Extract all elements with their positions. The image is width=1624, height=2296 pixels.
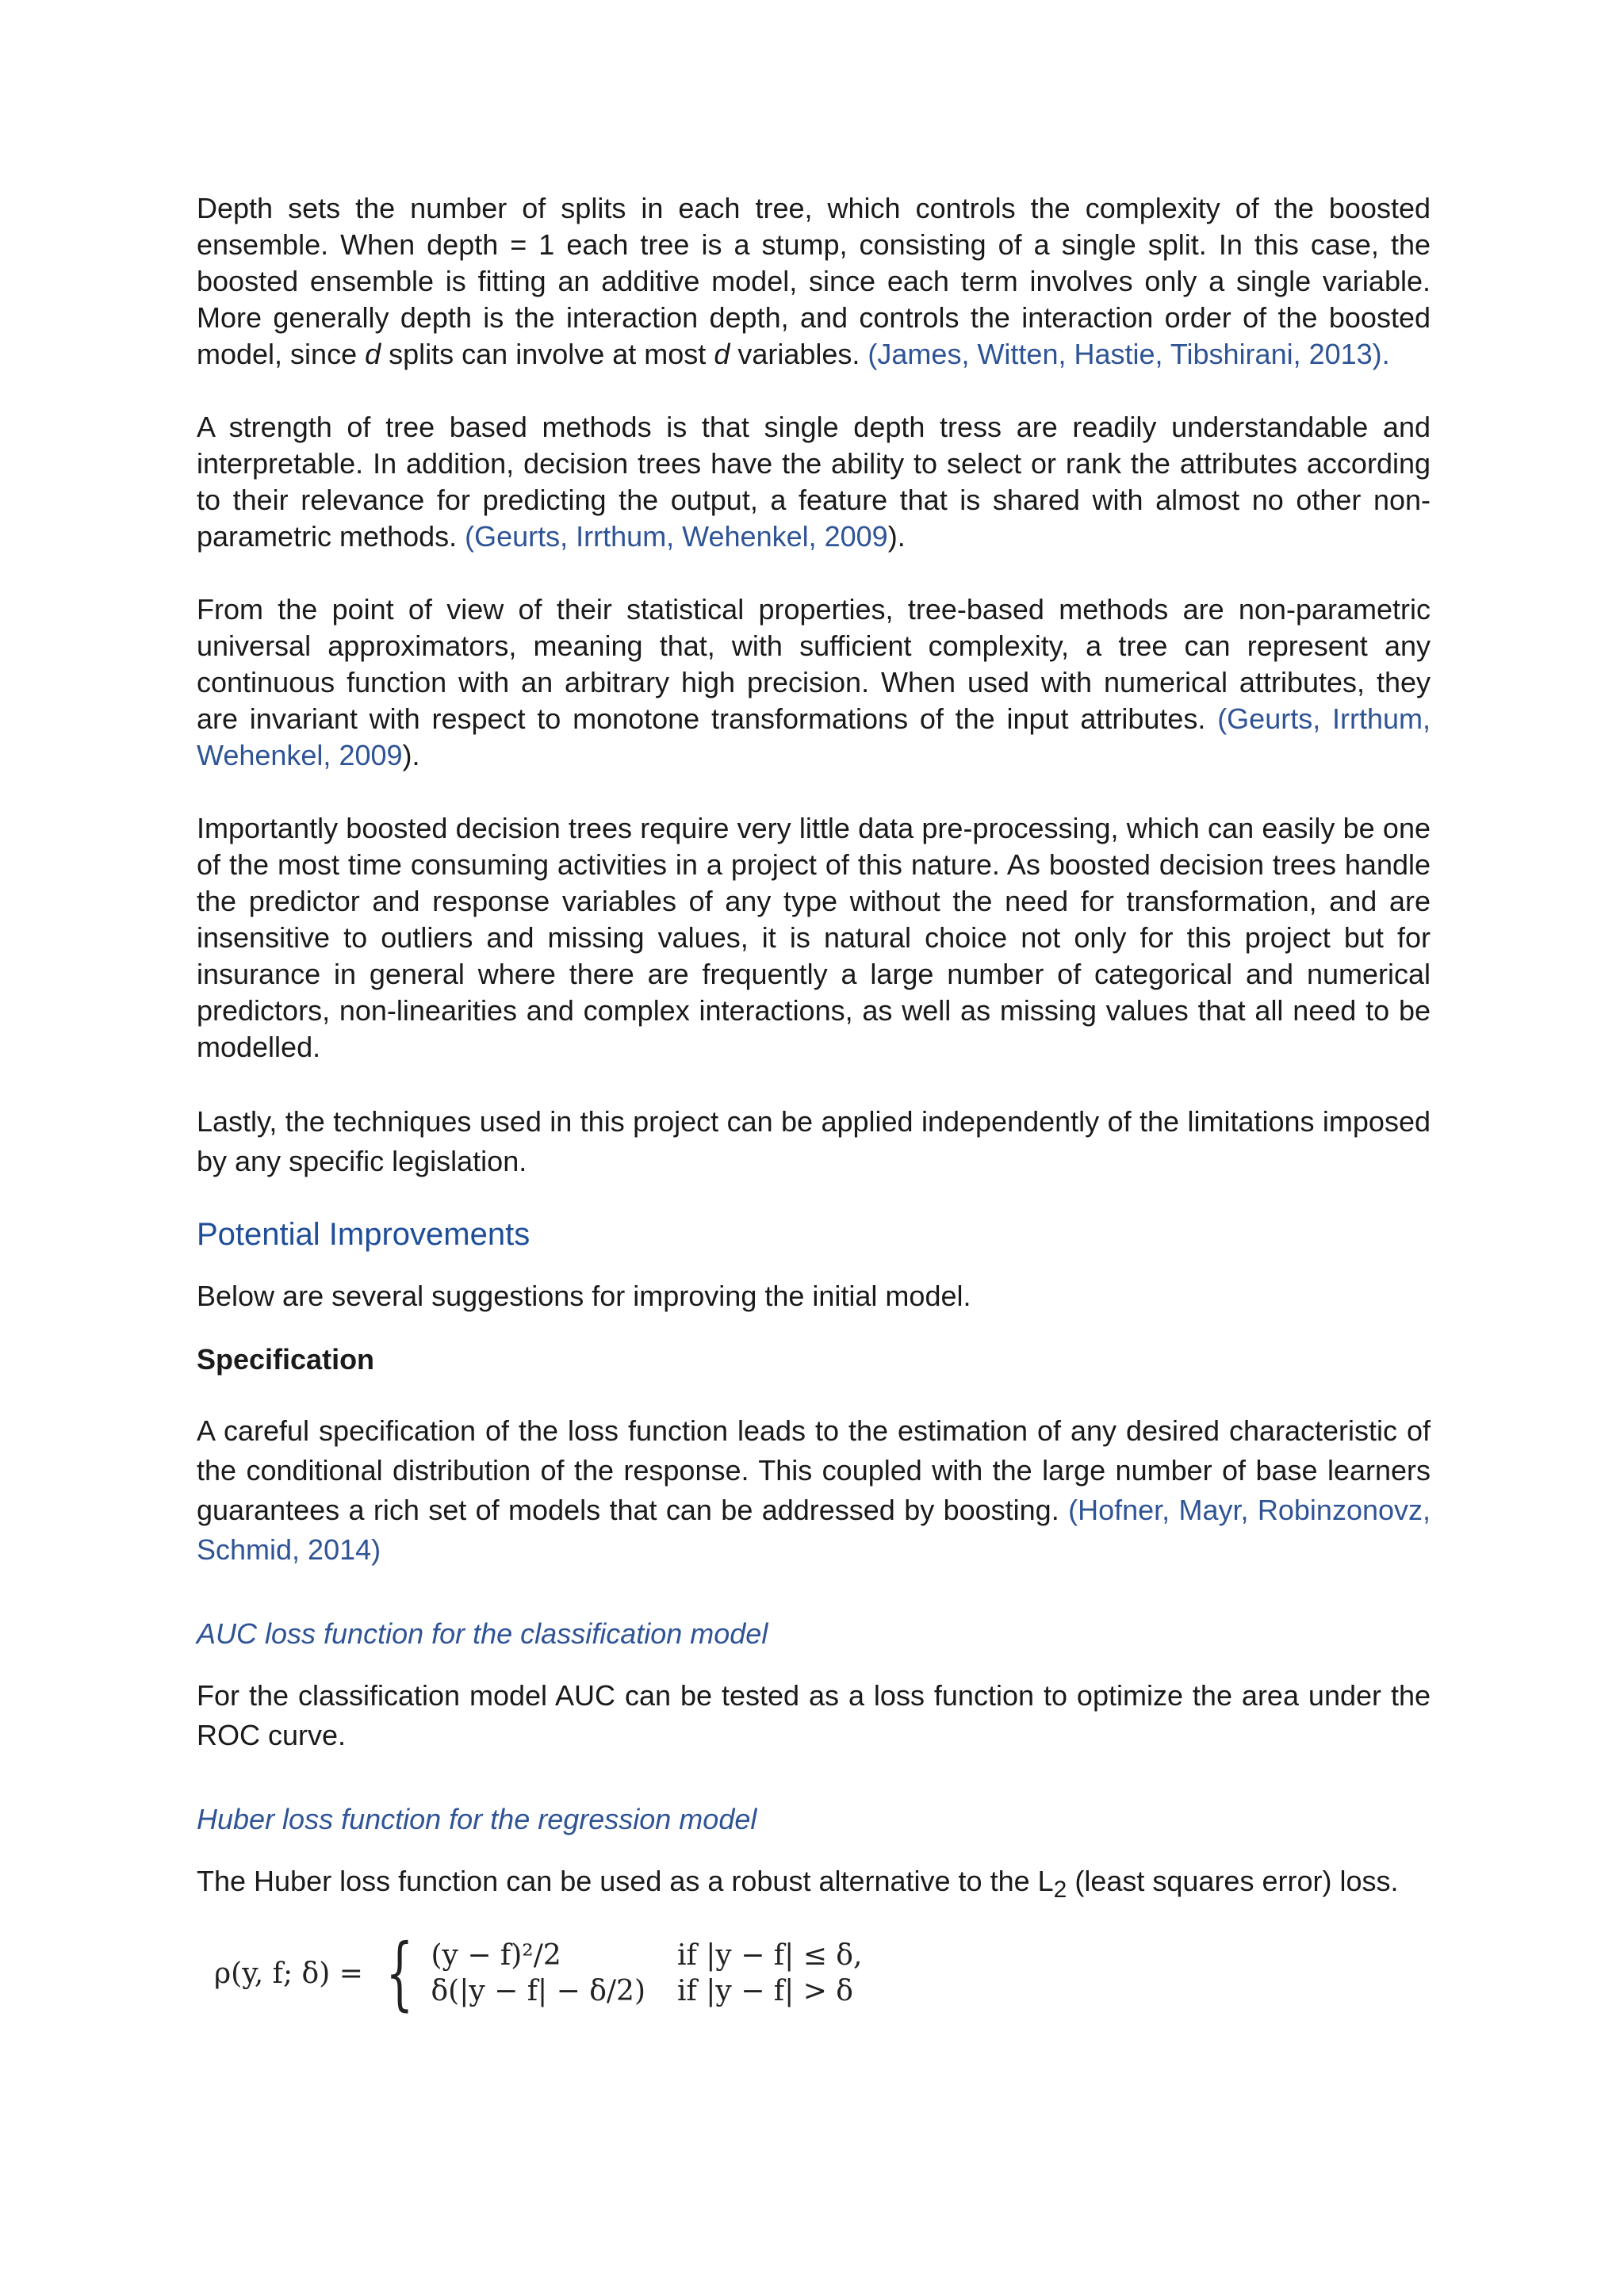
huber-formula bbox=[214, 1927, 1431, 2020]
paragraph-text: Depth sets the number of splits in each tree, which controls the complexity of the boosted ensemble. When depth = 1 each tree is a stump, consisting of a single split. In this case, the boosted ensemble is fitting an additive model, since each term involves only a single variable. More generally depth is the interaction depth, and controls the interaction order of the boosted model, since bbox=[197, 192, 1431, 370]
paragraph-depth bbox=[197, 190, 1431, 373]
citation-link[interactable]: (James, Witten, Hastie, Tibshirani, 2013). bbox=[868, 338, 1390, 370]
formula-case1-cond: if |y − f| ≤ δ, bbox=[677, 1939, 863, 1973]
citation-link[interactable]: (Hofner, Mayr, Robinzonovz, Schmid, 2014) bbox=[197, 1494, 1431, 1566]
subheading-huber: Huber loss function for the regression model bbox=[197, 1803, 757, 1835]
paragraph-statistical bbox=[197, 591, 1431, 774]
paragraph-preprocessing: Importantly boosted decision trees require very little data pre-processing, which can easily be one of the most time consuming activities in a project of this nature. As boosted decision trees handle the predictor and response variables of any type without the need for transformation, and are insensitive to outliers and missing values, it is natural choice not only for this project but for insurance in general where there are frequently a large number of categorical and numerical predictors, non-linearities and complex interactions, as well as missing values that all need to be modelled. bbox=[197, 812, 1431, 1063]
paragraph-text: The Huber loss function can be used as a robust alternative to the L bbox=[197, 1865, 1054, 1897]
formula-lhs: ρ(y, f; δ) = bbox=[214, 1957, 363, 1990]
paragraph-lastly: Lastly, the techniques used in this project can be applied independently of the limitations imposed by any specific legislation. bbox=[197, 1105, 1431, 1177]
paragraph-huber bbox=[197, 1862, 1431, 1910]
subheading-specification: Specification bbox=[197, 1343, 375, 1376]
paragraph-auc: For the classification model AUC can be tested as a loss function to optimize the area under the ROC curve. bbox=[197, 1679, 1431, 1751]
variable-d: d bbox=[714, 338, 730, 370]
subheading-auc: AUC loss function for the classification model bbox=[197, 1617, 768, 1650]
formula-case1-expr: (y − f)²/2 bbox=[431, 1939, 561, 1973]
citation-link[interactable]: (Geurts, Irrthum, Wehenkel, 2009 bbox=[197, 702, 1431, 771]
formula-case2-expr: δ(|y − f| − δ/2) bbox=[431, 1975, 645, 2008]
paragraph-text: ). bbox=[887, 520, 906, 553]
paragraph-strength bbox=[197, 409, 1431, 555]
paragraph-text: From the point of view of their statistical properties, tree-based methods are non-parametric universal approximators, meaning that, with sufficient complexity, a tree can represent any continuous function with an arbitrary high precision. When used with numerical attributes, they are invariant with respect to monotone transformations of the input attributes. bbox=[197, 593, 1431, 735]
paragraph-text: A careful specification of the loss function leads to the estimation of any desired characteristic of the conditional distribution of the response. This coupled with the large number of base learners guarantees a rich set of models that can be addressed by boosting. bbox=[197, 1414, 1431, 1526]
document-body bbox=[197, 190, 1431, 2020]
formula-case2-cond: if |y − f| > δ bbox=[677, 1975, 853, 2008]
paragraph-text: variables. bbox=[730, 338, 868, 370]
citation-link[interactable]: (Geurts, Irrthum, Wehenkel, 2009 bbox=[465, 520, 888, 553]
paragraph-text: splits can involve at most bbox=[381, 338, 714, 370]
paragraph-text: ). bbox=[402, 739, 420, 771]
paragraph-specification bbox=[197, 1411, 1431, 1570]
section-intro: Below are several suggestions for improving the initial model. bbox=[197, 1280, 971, 1312]
formula-cases bbox=[431, 1939, 863, 2007]
paragraph-text: A strength of tree based methods is that single depth tress are readily understandable and interpretable. In addition, decision trees have the ability to select or rank the attributes according to their relevance for predicting the output, a feature that is shared with almost no other non-parametric methods. bbox=[197, 411, 1431, 553]
subscript: 2 bbox=[1053, 1877, 1067, 1904]
section-heading: Potential Improvements bbox=[197, 1217, 530, 1252]
variable-d: d bbox=[365, 338, 381, 370]
formula-brace: { bbox=[385, 1927, 414, 2020]
paragraph-text: (least squares error) loss. bbox=[1067, 1865, 1399, 1897]
